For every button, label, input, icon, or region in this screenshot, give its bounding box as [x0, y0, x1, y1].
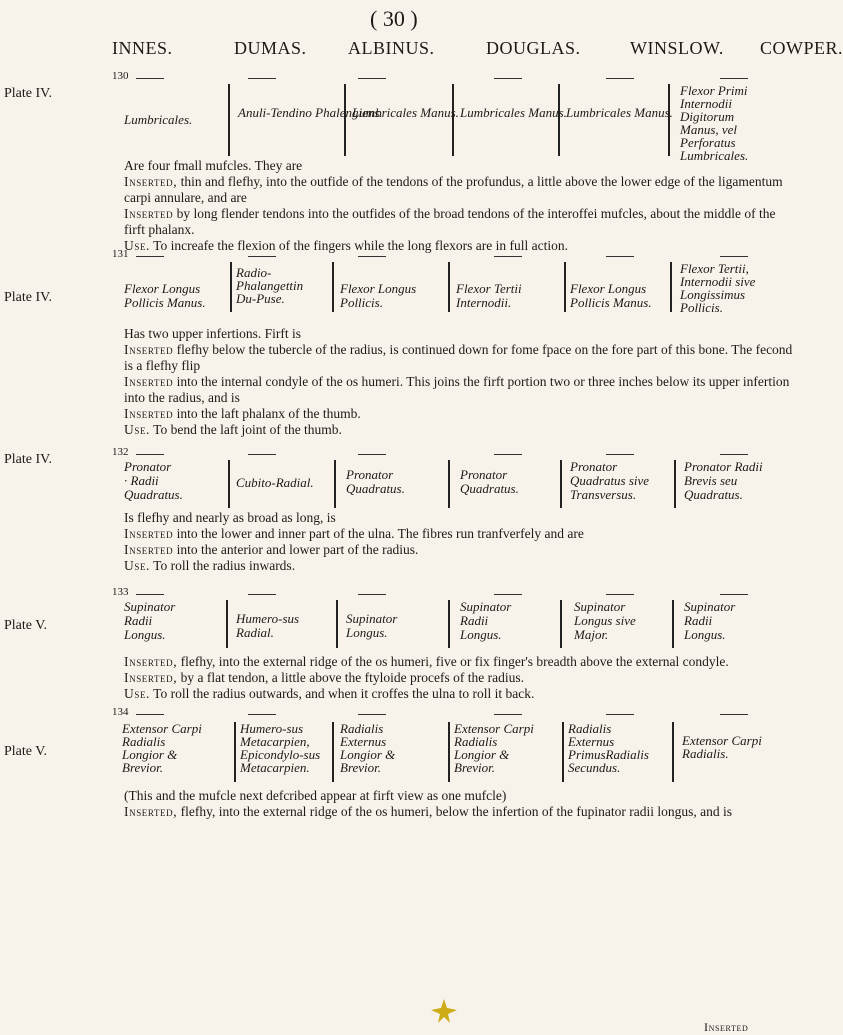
synonym-douglas: Pronator Quadratus. [460, 467, 519, 496]
synonym-cowper: Pronator Radii Brevis seu Quadratus. [684, 459, 763, 502]
author-dumas: DUMAS. [234, 38, 307, 58]
text-line: Use. To bend the laft joint of the thumb. [124, 422, 342, 437]
synonym-winslow: Radialis Externus PrimusRadialis Secundus. [568, 721, 649, 775]
synonym-douglas: Flexor Tertii Internodii. [456, 281, 522, 310]
plate-label: Plate V. [4, 618, 48, 633]
text-line: Inserted, thin and flefhy, into the outfide of the tendons of the profundus, a little above the lower edge of the ligamentum carpi annulare, and are [124, 174, 783, 205]
synonym-dumas: Cubito-Radial. [236, 475, 314, 490]
synonym-douglas: Lumbricales Manus. [460, 105, 567, 120]
author-winslow: WINSLOW. [630, 38, 724, 58]
synonym-albinus: Lumbricales Manus. [352, 105, 459, 120]
synonym-winslow: Supinator Longus sive Major. [574, 599, 636, 642]
text-line: Has two upper infertions. Firft is [124, 326, 301, 341]
author-header [112, 38, 843, 60]
synonym-dumas: Radio- Phalangettin Du-Puse. [236, 265, 304, 306]
text-line: Are four fmall mufcles. They are [124, 158, 303, 173]
synonym-cowper: Flexor Primi Internodii Digitorum Manus, vel Perforatus Lumbricales. [680, 83, 749, 163]
text-line: Inserted, flefhy, into the external ridge of the os humeri, below the infertion of the fupinator radii longus, and is [124, 804, 732, 819]
text-line: Use. To roll the radius outwards, and when it croffes the ulna to roll it back. [124, 686, 535, 701]
text-line: Use. To roll the radius inwards. [124, 558, 296, 573]
synonym-cowper: Extensor Carpi Radialis. [682, 733, 762, 761]
text-line: Inserted into the lower and inner part of the ulna. The fibres run tranfverfely and are [124, 526, 584, 541]
section-number: 134 [112, 706, 129, 718]
author-douglas: DOUGLAS. [486, 38, 581, 58]
text-line: Is flefhy and nearly as broad as long, is [124, 510, 336, 525]
synonym-douglas: Supinator Radii Longus. [460, 599, 512, 642]
synonym-albinus: Radialis Externus Longior & Brevior. [340, 721, 396, 775]
text-line: Inserted flefhy below the tubercle of the radius, is continued down for fome fpace on the fore part of this bone. The fecond is a flefhy flip [124, 342, 793, 373]
ornament-icon [430, 998, 458, 1024]
plate-label: Plate IV. [4, 290, 52, 305]
synonym-innes: Flexor Longus Pollicis Manus. [124, 281, 206, 310]
author-innes: INNES. [112, 38, 173, 58]
synonym-winslow: Flexor Longus Pollicis Manus. [570, 281, 652, 310]
synonym-albinus: Pronator Quadratus. [346, 467, 405, 496]
text-line: Inserted, by a flat tendon, a little above the ftyloide procefs of the radius. [124, 670, 524, 685]
catchword: Inserted [704, 1020, 749, 1034]
section-number: 132 [112, 446, 129, 458]
text-line: (This and the mufcle next defcribed appear at firft view as one mufcle) [124, 788, 507, 803]
section-text [124, 510, 794, 574]
synonym-winslow: Pronator Quadratus sive Transversus. [570, 459, 650, 502]
section-number: 130 [112, 70, 129, 82]
section-number: 133 [112, 586, 129, 598]
synonym-cowper: Supinator Radii Longus. [684, 599, 736, 642]
synonym-dumas: Humero-sus Metacarpien, Epicondylo-sus Metacarpien. [240, 721, 321, 775]
text-line: Inserted by long flender tendons into the outfides of the broad tendons of the interoffei mufcles, about the middle of the firft phalanx. [124, 206, 776, 237]
text-line: Use. To increafe the flexion of the fingers while the long flexors are in full action. [124, 238, 568, 253]
author-cowper: COWPER. [760, 38, 843, 58]
plate-label: Plate V. [4, 744, 48, 759]
section-text [124, 788, 794, 820]
page-number: ( 30 ) [370, 6, 418, 31]
synonym-innes: Supinator Radii Longus. [124, 599, 176, 642]
section-text [124, 326, 794, 438]
text-line: Inserted into the anterior and lower part of the radius. [124, 542, 419, 557]
plate-label: Plate IV. [4, 452, 52, 467]
synonym-innes: Extensor Carpi Radialis Longior & Brevior. [122, 721, 202, 775]
synonym-albinus: Flexor Longus Pollicis. [340, 281, 417, 310]
synonym-dumas: Anuli-Tendino Phalengiens. [238, 105, 383, 120]
section-text [124, 654, 794, 702]
synonym-innes: Lumbricales. [124, 112, 193, 127]
text-line: Inserted into the laft phalanx of the thumb. [124, 406, 361, 421]
section-number: 131 [112, 248, 129, 260]
synonym-douglas: Extensor Carpi Radialis Longior & Brevior. [454, 721, 534, 775]
synonym-innes: Pronator · Radii Quadratus. [124, 459, 183, 502]
text-line: Inserted, flefhy, into the external ridge of the os humeri, five or fix finger's breadth above the external condyle. [124, 654, 729, 669]
synonym-winslow: Lumbricales Manus. [566, 105, 673, 120]
synonym-albinus: Supinator Longus. [346, 611, 398, 640]
plate-label: Plate IV. [4, 86, 52, 101]
synonym-cowper: Flexor Tertii, Internodii sive Longissimus Pollicis. [680, 261, 756, 315]
section-text [124, 158, 794, 254]
text-line: Inserted into the internal condyle of the os humeri. This joins the firft portion two or three inches below its upper infertion into the radius, and is [124, 374, 790, 405]
synonym-dumas: Humero-sus Radial. [236, 611, 300, 640]
author-albinus: ALBINUS. [348, 38, 435, 58]
